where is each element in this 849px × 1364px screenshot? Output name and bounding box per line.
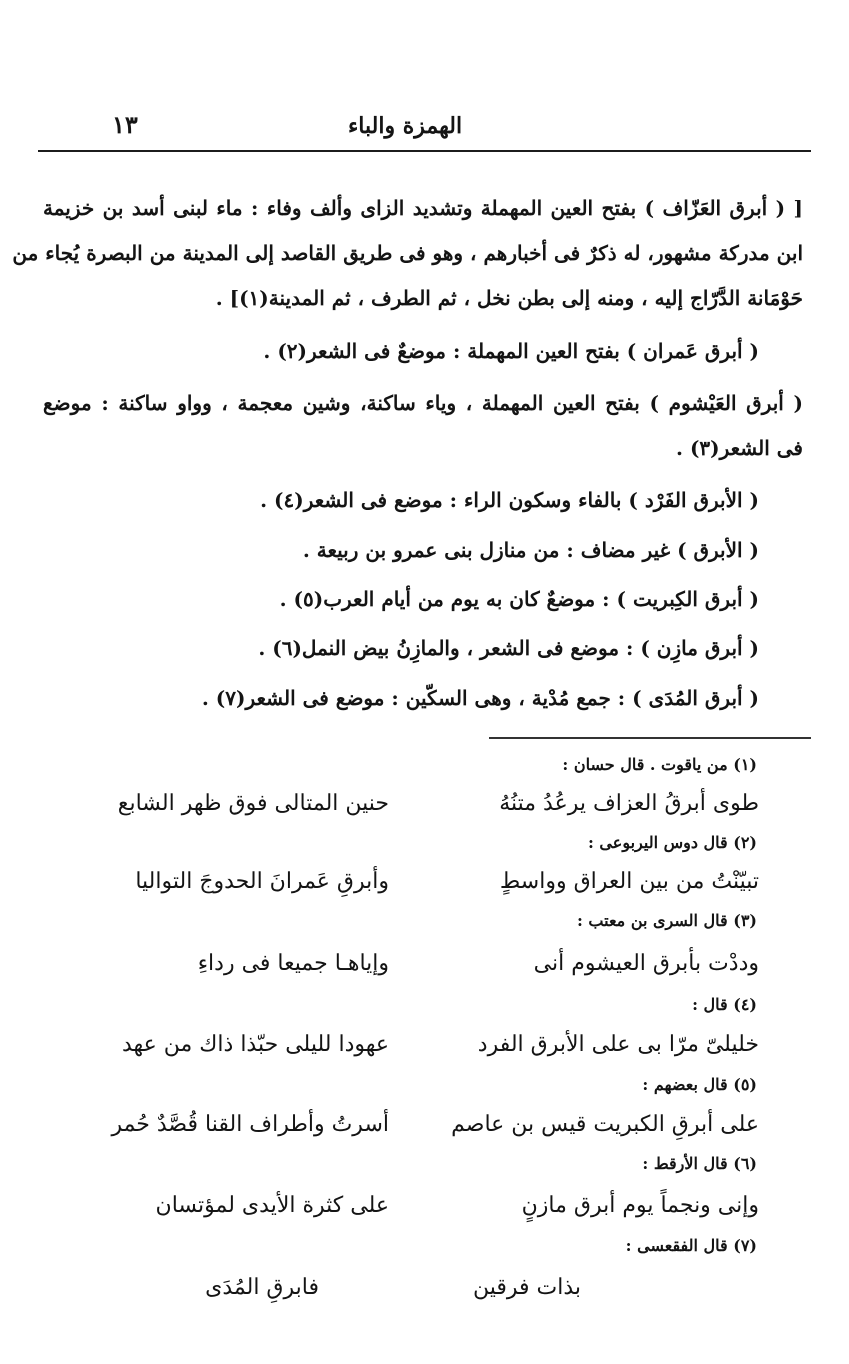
verse-hemistich-second: على كثرة الأيدى لمؤتسان: [155, 1193, 389, 1218]
entry-line: فى الشعر(٣) .: [676, 436, 803, 460]
header-rule: [38, 150, 811, 152]
verse-hemistich-second: وأبرقِ عَمرانَ الحدوجَ التواليا: [135, 869, 389, 894]
footnote-label: (٣) قال السرى بن معتب :: [576, 911, 757, 930]
entry-line: ( الأبرق الفَرْد ) بالفاء وسكون الراء : موضع فى الشعر(٤) .: [260, 488, 759, 512]
verse-hemistich-first: على أبرقِ الكبريت قيس بن عاصم: [451, 1112, 759, 1137]
footnote-label: (٥) قال بعضهم :: [642, 1075, 757, 1094]
verse-hemistich-second: أسرتُ وأطراف القنا قُصَّدٌ حُمر: [111, 1112, 389, 1137]
verse-hemistich-second: حنين المتالى فوق ظهر الشابع: [117, 791, 389, 816]
entry-line: ( أبرق عَمران ) بفتح العين المهملة : موضعٌ فى الشعر(٢) .: [263, 339, 759, 363]
entry-line: ( أبرق المُدَى ) : جمع مُدْية ، وهى السكّين : موضع فى الشعر(٧) .: [201, 686, 759, 710]
verse-hemistich-first: طوى أبرقُ العزاف يرعُدُ متنُهُ: [499, 791, 759, 816]
entry-line: ( أبرق مازِن ) : موضع فى الشعر ، والمازِنُ بيض النمل(٦) .: [258, 636, 759, 660]
footnote-label: (٦) قال الأرقط :: [642, 1154, 757, 1173]
footnote-label: (٤) قال :: [692, 995, 757, 1014]
footnote-rule: [489, 737, 811, 739]
page-number: ١٣: [112, 110, 138, 139]
footnote-label: (٢) قال دوس اليربوعى :: [587, 833, 757, 852]
verse-hemistich-first: بذات فرقين: [472, 1275, 581, 1300]
verse-hemistich-first: وددْت بأبرق العيشوم أنى: [533, 951, 759, 976]
entry-line: ابن مدركة مشهور، له ذكرٌ فى أخبارهم ، وهو فى طريق القاصد إلى المدينة من البصرة يُجاء من: [12, 241, 803, 265]
entry-line: ( الأبرق ) غير مضاف : من منازل بنى عمرو بن ربيعة .: [302, 538, 759, 562]
verse-hemistich-second: عهودا لليلى حبّذا ذاك من عهد: [121, 1032, 389, 1057]
footnote-label: (٧) قال الفقعسى :: [625, 1236, 757, 1255]
verse-hemistich-second: وإياهـا جميعا فى رداءِ: [197, 951, 389, 976]
entry-line: ( أبرق الكِبريت ) : موضعٌ كان به يوم من أيام العرب(٥) .: [279, 587, 759, 611]
entry-line: [ ( أبرق العَزّاف ) بفتح العين المهملة وتشديد الزاى وألف وفاء : ماء لبنى أسد بن خزيمة: [43, 196, 803, 220]
running-title: الهمزة والباء: [347, 113, 463, 139]
verse-hemistich-first: تبيّنْتُ من بين العراق وواسطٍ: [499, 869, 759, 894]
footnote-label: (١) من ياقوت . قال حسان :: [562, 755, 757, 774]
verse-hemistich-first: خليلىّ مرّا بى على الأبرق الفرد: [477, 1032, 759, 1057]
verse-hemistich-first: وإنى ونجماً يوم أبرق مازنٍ: [521, 1193, 759, 1218]
entry-line: ( أبرق العَيْشوم ) بفتح العين المهملة ، وياء ساكنة، وشين معجمة ، وواو ساكنة : موضع: [43, 391, 803, 415]
entry-line: حَوْمَانة الدَّرّاج إليه ، ومنه إلى بطن نخل ، ثم الطرف ، ثم المدينة(١)] .: [215, 286, 803, 310]
verse-hemistich-second: فابرقِ المُدَى: [205, 1275, 319, 1300]
